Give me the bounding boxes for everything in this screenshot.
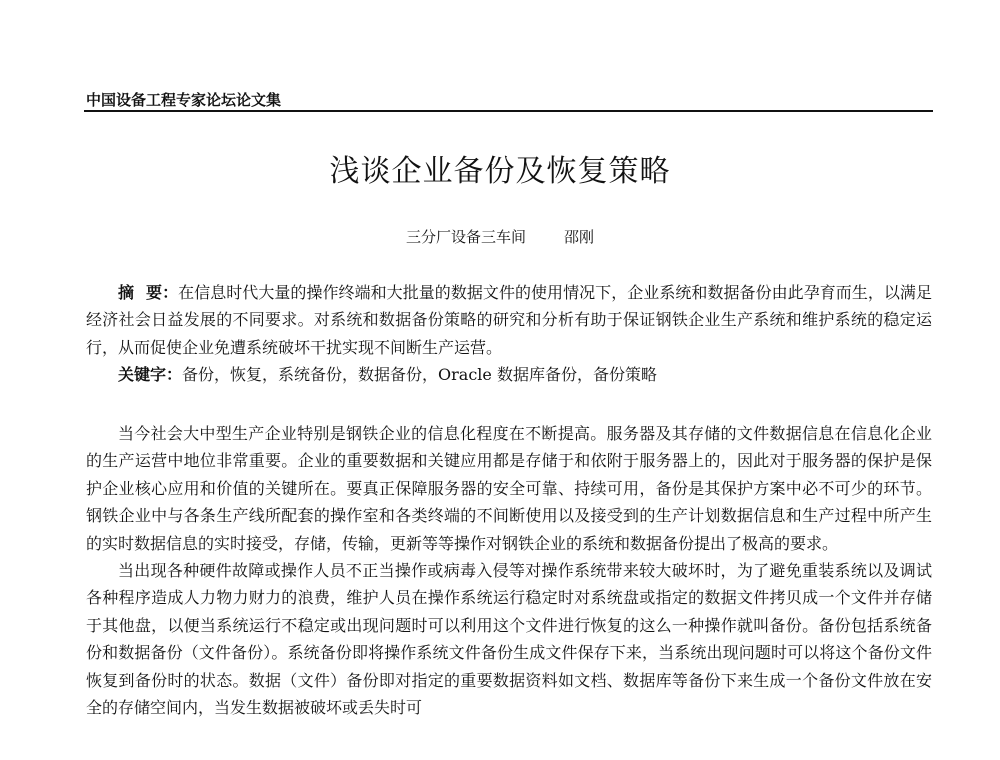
author-name: 邵刚	[564, 228, 595, 246]
abstract-paragraph	[86, 279, 932, 361]
running-header: 中国设备工程专家论坛论文集	[86, 91, 282, 109]
body-paragraph-1: 当今社会大中型生产企业特别是钢铁企业的信息化程度在不断提高。服务器及其存储的文件数据信息在信息化企业的生产运营中地位非常重要。企业的重要数据和关键应用都是存储于和依附于服务器上的，因此对于服务器的保护是保护企业核心应用和价值的关键所在。要真正保障服务器的安全可靠、持续可用，备份是其保护方案中必不可少的环节。钢铁企业中与各条生产线所配套的操作室和各类终端的不间断使用以及接受到的生产计划数据信息和生产过程中所产生的实时数据信息的实时接受，存储，传输，更新等等操作对钢铁企业的系统和数据备份提出了极高的要求。	[86, 424, 932, 553]
body-paragraph-2: 当出现各种硬件故障或操作人员不正当操作或病毒入侵等对操作系统带来较大破坏时，为了避免重装系统以及调试各种程序造成人力物力财力的浪费，维护人员在操作系统运行稳定时对系统盘或指定的数据文件拷贝成一个文件并存储于其他盘，以便当系统运行不稳定或出现问题时可以利用这个文件进行恢复的这么一种操作就叫备份。备份包括系统备份和数据备份（文件备份）。系统备份即将操作系统文件备份生成文件保存下来，当系统出现问题时可以将这个备份文件恢复到备份时的状态。数据（文件）备份即对指定的重要数据资料如文档、数据库等备份下来生成一个备份文件放在安全的存储空间内，当发生数据被破坏或丢失时可	[86, 561, 932, 718]
paper-title: 浅谈企业备份及恢复策略	[329, 154, 671, 189]
abstract-label-part1: 摘	[118, 283, 147, 302]
abstract-section	[86, 279, 932, 389]
keywords-paragraph	[86, 361, 932, 388]
byline	[0, 226, 1000, 247]
author-affiliation: 三分厂设备三车间	[405, 228, 526, 246]
abstract-text: 在信息时代大量的操作终端和大批量的数据文件的使用情况下，企业系统和数据备份由此孕育而生，以满足经济社会日益发展的不同要求。对系统和数据备份策略的研究和分析有助于保证钢铁企业生产系统和维护系统的稳定运行，从而促使企业免遭系统破坏干扰实现不间断生产运营。	[86, 283, 932, 357]
abstract-label-part2: 要：	[146, 283, 179, 302]
body-section	[86, 420, 932, 721]
keywords-text: 备份，恢复，系统备份，数据备份，Oracle 数据库备份，备份策略	[182, 365, 657, 385]
header-rule	[84, 110, 933, 112]
keywords-label: 关键字：	[118, 365, 183, 385]
